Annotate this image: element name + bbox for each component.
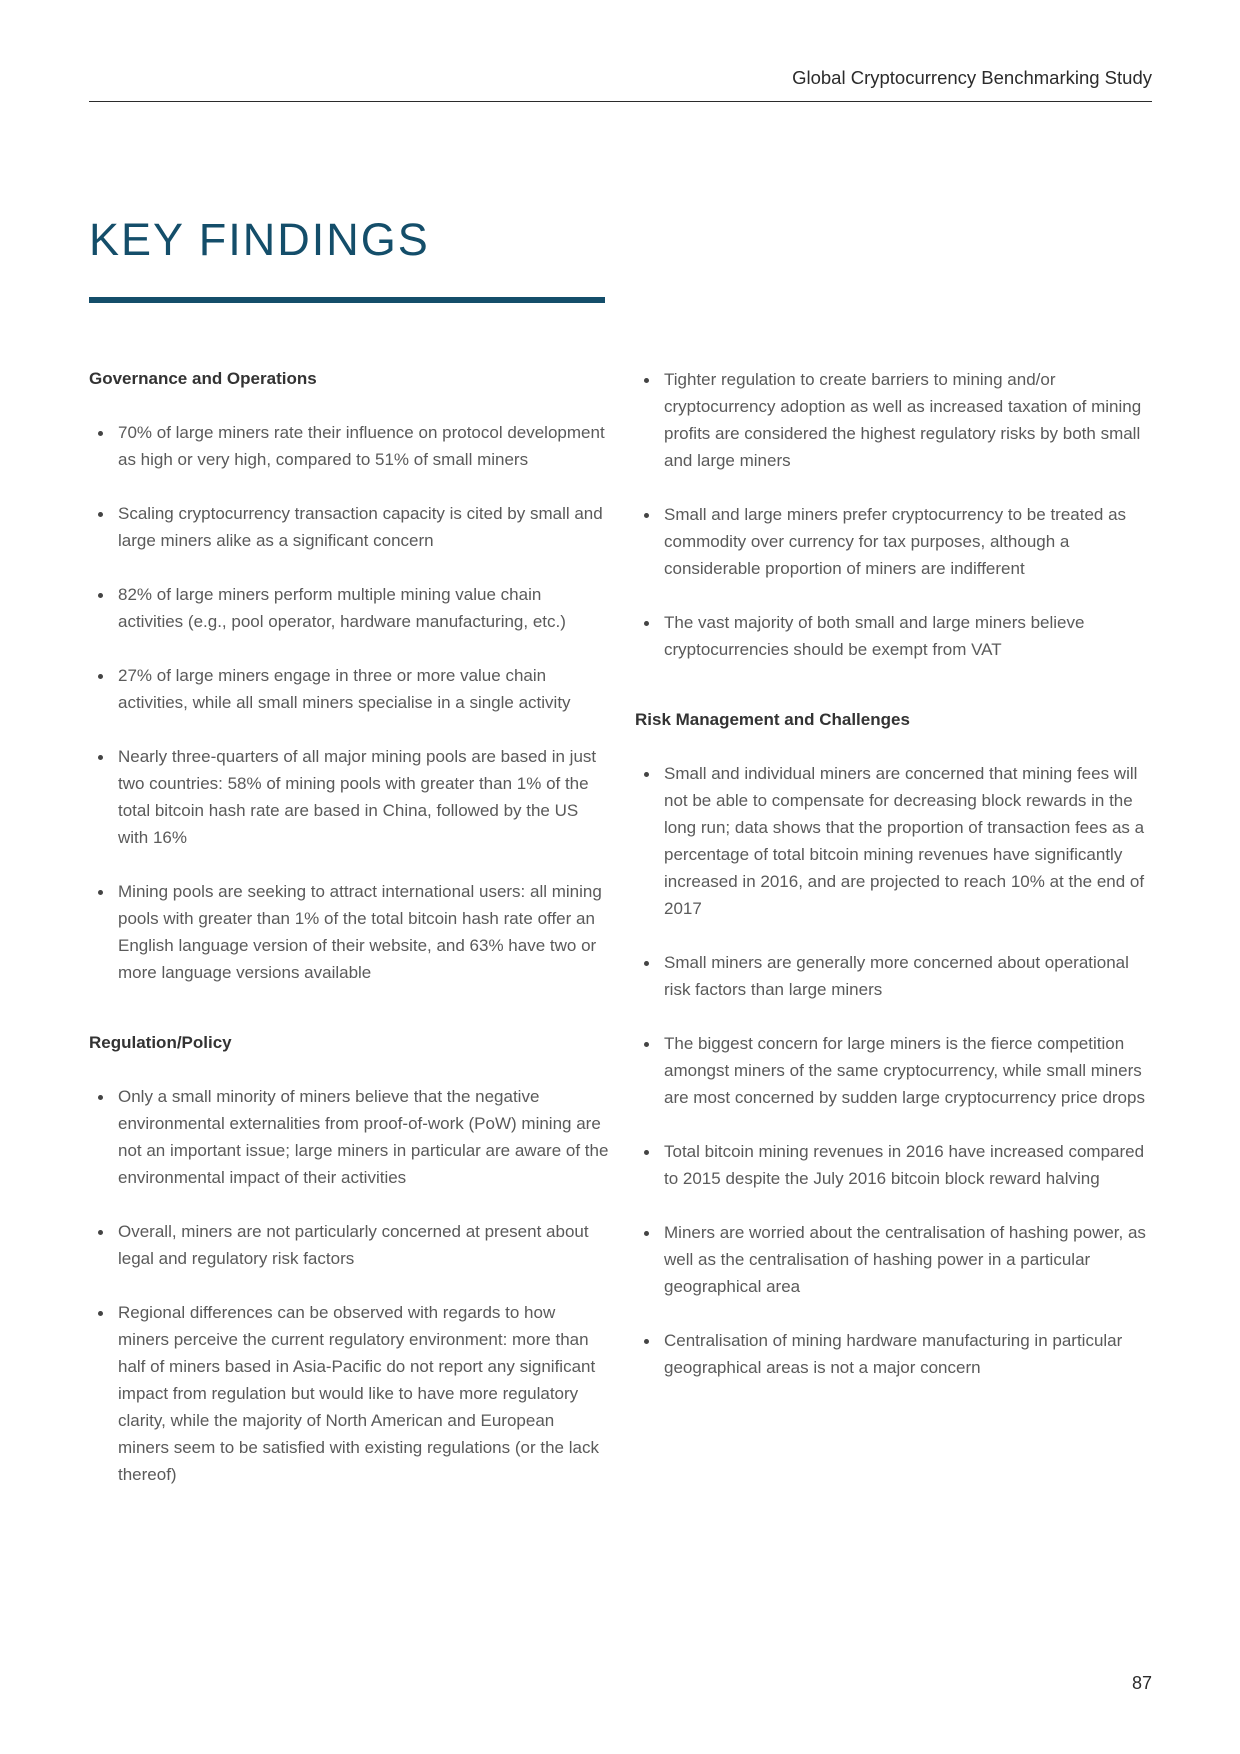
list-item: Nearly three-quarters of all major mining pools are based in just two countries: 58% of mining pools with greater than 1% of the total bitcoin hash rate are based in China, followed by the US with 16% [89,743,609,851]
list-item: Regional differences can be observed with regards to how miners perceive the current regulatory environment: more than half of miners based in Asia-Pacific do not report any significant impact from regulation but would like to have more regulatory clarity, while the majority of North American and European miners seem to be satisfied with existing regulations (or the lack thereof) [89,1299,609,1488]
list-item: Tighter regulation to create barriers to mining and/or cryptocurrency adoption as well as increased taxation of mining profits are considered the highest regulatory risks by both small and large miners [635,366,1153,474]
list-item: Small and individual miners are concerned that mining fees will not be able to compensate for decreasing block rewards in the long run; data shows that the proportion of transaction fees as a percentage of total bitcoin mining revenues have significantly increased in 2016, and are projected to reach 10% at the end of 2017 [635,760,1153,922]
list-item: Total bitcoin mining revenues in 2016 have increased compared to 2015 despite the July 2016 bitcoin block reward halving [635,1138,1153,1192]
left-column [89,366,609,1532]
governance-list [89,419,609,986]
running-header-title: Global Cryptocurrency Benchmarking Study [792,67,1152,88]
list-item: Small miners are generally more concerned about operational risk factors than large miners [635,949,1153,1003]
section-heading-regulation: Regulation/Policy [89,1033,232,1052]
header-divider [89,101,1152,102]
governance-section [89,366,609,986]
regulation-section-continued [635,366,1153,663]
list-item: Small and large miners prefer cryptocurrency to be treated as commodity over currency for tax purposes, although a considerable proportion of miners are indifferent [635,501,1153,582]
list-item: 27% of large miners engage in three or more value chain activities, while all small miners specialise in a single activity [89,662,609,716]
list-item: Centralisation of mining hardware manufacturing in particular geographical areas is not a major concern [635,1327,1153,1381]
list-item: 70% of large miners rate their influence on protocol development as high or very high, compared to 51% of small miners [89,419,609,473]
list-item: 82% of large miners perform multiple mining value chain activities (e.g., pool operator, hardware manufacturing, etc.) [89,581,609,635]
page-title: KEY FINDINGS [89,214,430,265]
section-heading-governance: Governance and Operations [89,369,317,388]
list-item: Overall, miners are not particularly concerned at present about legal and regulatory risk factors [89,1218,609,1272]
right-column [635,366,1153,1425]
regulation-section [89,1030,609,1488]
list-item: The biggest concern for large miners is the fierce competition amongst miners of the same cryptocurrency, while small miners are most concerned by sudden large cryptocurrency price drops [635,1030,1153,1111]
risk-list [635,760,1153,1381]
risk-section [635,707,1153,1381]
list-item: Only a small minority of miners believe that the negative environmental externalities from proof-of-work (PoW) mining are not an important issue; large miners in particular are aware of the environmental impact of their activities [89,1083,609,1191]
list-item: Mining pools are seeking to attract international users: all mining pools with greater than 1% of the total bitcoin hash rate offer an English language version of their website, and 63% have two or more language versions available [89,878,609,986]
regulation-list [89,1083,609,1488]
list-item: Miners are worried about the centralisation of hashing power, as well as the centralisation of hashing power in a particular geographical area [635,1219,1153,1300]
list-item: The vast majority of both small and large miners believe cryptocurrencies should be exempt from VAT [635,609,1153,663]
regulation-list-continued [635,366,1153,663]
list-item: Scaling cryptocurrency transaction capacity is cited by small and large miners alike as a significant concern [89,500,609,554]
section-heading-risk: Risk Management and Challenges [635,710,910,729]
title-underline [89,297,605,303]
page-number: 87 [1131,1673,1152,1693]
